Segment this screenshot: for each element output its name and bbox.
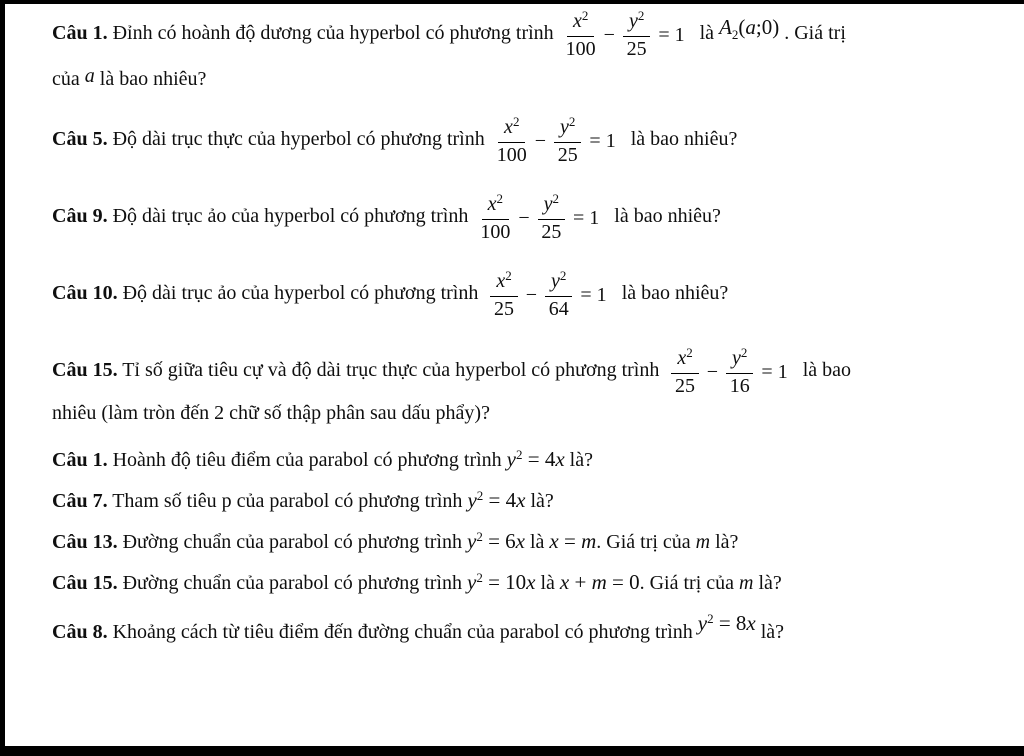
question-text: là bao nhiêu?	[614, 205, 721, 227]
question-text: Đường chuẩn của parabol có phương trình	[122, 572, 462, 594]
var-x: x	[487, 193, 497, 215]
equation-parabola	[467, 529, 525, 553]
exponent: 2	[552, 191, 560, 206]
fraction-numerator	[554, 115, 581, 143]
question-text: . Giá trị của	[639, 572, 735, 594]
question-text: Độ dài trục thực của hyperbol có phương trình	[112, 128, 485, 150]
directrix-equation	[560, 570, 640, 594]
minus-operator: −	[603, 23, 615, 46]
exponent: 2	[568, 114, 576, 129]
question-text: là?	[758, 572, 782, 594]
fraction-y	[538, 192, 565, 243]
question-text: Hoành độ tiêu điểm của parabol có phương trình	[112, 449, 502, 471]
fraction-x	[490, 269, 517, 320]
question-number: Câu 1.	[52, 22, 108, 44]
var-m: m	[591, 570, 607, 594]
equals-coefficient: = 6	[488, 529, 516, 553]
exponent: 2	[512, 114, 520, 129]
var-y: y	[732, 347, 741, 369]
var-x: x	[555, 447, 565, 471]
fraction-x	[497, 115, 527, 166]
directrix-equation	[549, 529, 596, 553]
fraction-numerator	[623, 9, 650, 37]
var-y: y	[466, 529, 477, 553]
minus-operator: −	[706, 360, 719, 383]
minus-operator: −	[534, 129, 547, 152]
question-text: là?	[569, 449, 593, 471]
exponent: 2	[476, 529, 483, 544]
var-m: m	[695, 531, 711, 553]
fraction-numerator	[498, 115, 525, 143]
question-text: là bao nhiêu?	[630, 128, 738, 150]
var-y: y	[466, 570, 477, 594]
var-y: y	[560, 116, 569, 138]
question-text: Tỉ số giữa tiêu cự và độ dài trục thực của hyperbol có phương trình	[122, 359, 660, 381]
question-text: là	[540, 572, 555, 594]
question-text: là?	[530, 490, 554, 512]
exponent: 2	[496, 191, 504, 206]
question-text: là bao nhiêu?	[99, 68, 207, 90]
fraction-denominator: 16	[729, 375, 750, 397]
equation-parabola	[467, 488, 525, 512]
equation-hyperbola	[488, 266, 608, 323]
fraction-numerator	[545, 269, 572, 297]
var-y: y	[543, 193, 553, 215]
equation-tail: = 0	[606, 570, 640, 594]
question-number: Câu 7.	[52, 490, 108, 512]
equals-one: = 1	[580, 283, 607, 306]
question-number: Câu 5.	[52, 128, 108, 150]
fraction-denominator: 25	[626, 38, 647, 60]
question-text: Độ dài trục ảo của hyperbol có phương trình	[112, 205, 469, 227]
var-x: x	[526, 570, 536, 594]
question-text: là bao nhiêu?	[621, 282, 729, 304]
equation-parabola	[698, 611, 756, 635]
worksheet-content	[5, 4, 1024, 645]
exponent: 2	[686, 345, 693, 360]
var-x: x	[559, 570, 570, 594]
question-hyperbol-cau-15	[52, 343, 998, 426]
fraction-x	[671, 346, 698, 397]
var-y: y	[628, 10, 638, 32]
question-number: Câu 13.	[52, 531, 118, 553]
var-a: a	[84, 65, 95, 87]
question-text: . Giá trị	[784, 22, 846, 44]
var-x: x	[746, 611, 756, 635]
paren-close: ;0)	[755, 15, 780, 39]
exponent: 2	[559, 268, 567, 283]
question-text: là?	[715, 531, 739, 553]
fraction-numerator	[726, 346, 753, 374]
fraction-numerator	[482, 192, 509, 220]
equals-one: = 1	[761, 360, 788, 383]
question-text: Tham số tiêu p của parabol có phương trình	[112, 490, 463, 512]
fraction-x	[566, 9, 596, 60]
var-a: a	[745, 15, 756, 39]
question-number: Câu 1.	[52, 449, 108, 471]
question-text: là	[699, 22, 715, 44]
question-text: là?	[760, 621, 785, 643]
exponent: 2	[516, 447, 523, 462]
equals-coefficient: = 10	[488, 570, 527, 594]
minus-operator: −	[518, 206, 530, 229]
exponent: 2	[476, 570, 483, 585]
minus-operator: −	[525, 283, 538, 306]
var-m: m	[581, 529, 597, 553]
fraction-numerator	[538, 192, 565, 220]
question-text: nhiêu (làm tròn đến 2 chữ số thập phân sau dấu phẩy)?	[52, 402, 490, 424]
fraction-y	[545, 269, 572, 320]
equals-one: = 1	[589, 129, 616, 152]
var-x: x	[572, 10, 582, 32]
fraction-numerator	[671, 346, 698, 374]
fraction-y	[623, 9, 650, 60]
question-text: là bao	[802, 359, 852, 381]
fraction-denominator: 25	[675, 375, 696, 397]
equation-parabola	[507, 447, 565, 471]
question-number: Câu 8.	[52, 621, 108, 643]
fraction-denominator: 100	[496, 144, 527, 166]
var-x: x	[504, 116, 513, 138]
question-number: Câu 15.	[52, 572, 118, 594]
equation-parabola	[467, 570, 536, 594]
fraction-denominator: 25	[541, 221, 562, 243]
fraction-x	[480, 192, 510, 243]
var-y: y	[697, 611, 708, 635]
var-x: x	[677, 347, 687, 369]
var-m: m	[739, 572, 754, 594]
vertex-point-a2	[719, 15, 780, 42]
var-y: y	[506, 447, 516, 471]
equation-hyperbola	[495, 112, 618, 169]
fraction-denominator: 100	[480, 221, 511, 243]
question-text: của	[52, 68, 80, 90]
fraction-numerator	[567, 9, 594, 37]
question-text: Đỉnh có hoành độ dương của hyperbol có phương trình	[112, 22, 554, 44]
fraction-denominator: 25	[494, 298, 515, 320]
equals-one: = 1	[658, 23, 685, 46]
exponent: 2	[740, 345, 748, 360]
var-x: x	[516, 488, 526, 512]
fraction-denominator: 100	[565, 38, 596, 60]
question-text: Độ dài trục ảo của hyperbol có phương trình	[122, 282, 479, 304]
var-y: y	[551, 270, 560, 292]
equation-hyperbola	[564, 6, 687, 63]
var-y: y	[467, 488, 477, 512]
exponent: 2	[505, 268, 512, 283]
question-text: Khoảng cách từ tiêu điểm đến đường chuẩn của parabol có phương trình	[112, 621, 693, 643]
exponent: 2	[581, 8, 589, 23]
exponent: 2	[707, 611, 714, 626]
paren-open: (	[738, 15, 746, 39]
question-parabol-cau-15	[52, 569, 998, 598]
question-parabol-cau-13	[52, 528, 998, 557]
question-hyperbol-cau-9	[52, 189, 998, 246]
question-parabol-cau-1	[52, 446, 998, 475]
fraction-y	[554, 115, 581, 166]
equals-one: = 1	[573, 206, 600, 229]
fraction-denominator: 25	[557, 144, 578, 166]
exponent: 2	[637, 8, 645, 23]
point-subscript: 2	[731, 27, 739, 42]
equation-hyperbola	[669, 343, 789, 400]
var-x: x	[515, 529, 525, 553]
question-text: Đường chuẩn của parabol có phương trình	[122, 531, 462, 553]
question-number: Câu 10.	[52, 282, 118, 304]
fraction-denominator: 64	[548, 298, 569, 320]
operator: =	[558, 529, 582, 553]
fraction-y	[726, 346, 753, 397]
question-text: là	[529, 531, 545, 553]
question-hyperbol-cau-5	[52, 112, 998, 169]
question-text: . Giá trị của	[596, 531, 691, 553]
equals-coefficient: = 8	[718, 611, 747, 635]
exponent: 2	[476, 488, 484, 503]
point-name: A	[719, 15, 732, 39]
question-number: Câu 9.	[52, 205, 108, 227]
equals-coefficient: = 4	[488, 488, 517, 512]
question-parabol-cau-8	[52, 610, 998, 645]
question-hyperbol-cau-1	[52, 6, 998, 92]
question-parabol-cau-7	[52, 487, 998, 516]
question-hyperbol-cau-10	[52, 266, 998, 323]
operator: +	[569, 570, 592, 594]
equation-hyperbola	[478, 189, 601, 246]
fraction-numerator	[490, 269, 517, 297]
var-x: x	[549, 529, 559, 553]
var-x: x	[496, 270, 506, 292]
question-number: Câu 15.	[52, 359, 118, 381]
equals-coefficient: = 4	[527, 447, 556, 471]
